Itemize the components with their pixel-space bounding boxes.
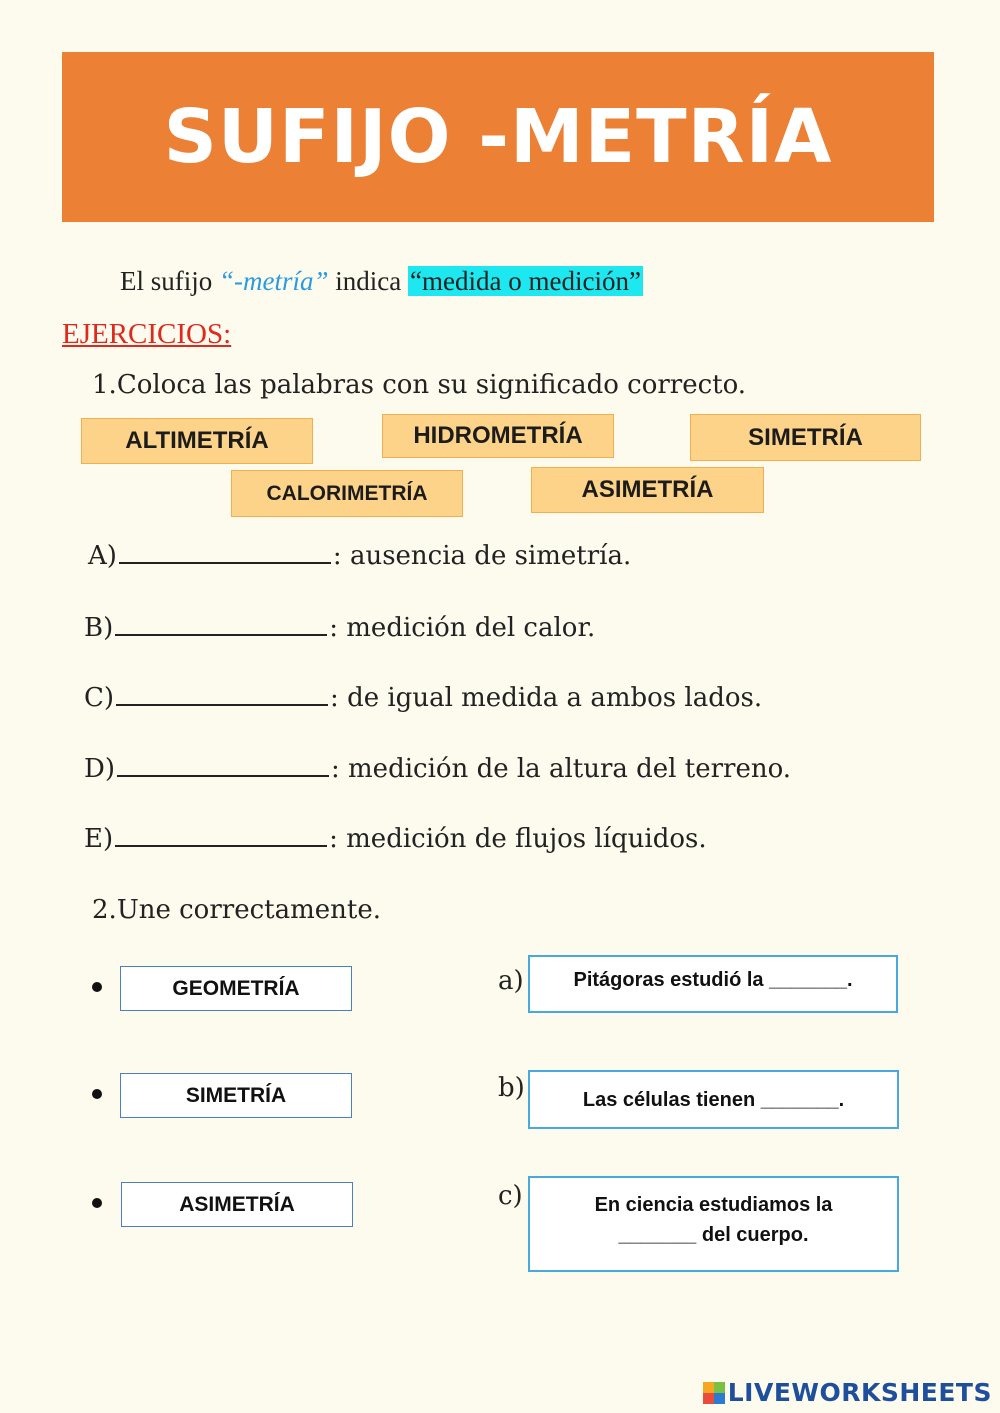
exercise2-title — [92, 895, 381, 925]
definition-text: : medición del calor. — [329, 613, 596, 643]
sentence-line: _______ del cuerpo. — [618, 1224, 809, 1246]
option-letter: c) — [498, 1181, 523, 1211]
match-sentence[interactable] — [528, 1176, 899, 1272]
match-sentence[interactable] — [528, 1070, 899, 1129]
intro-suffix: “-metría” — [219, 266, 329, 296]
word-chip[interactable]: ALTIMETRÍA — [81, 418, 313, 464]
match-term[interactable]: GEOMETRÍA — [120, 966, 352, 1011]
intro-mid: indica — [335, 266, 402, 296]
definition-row — [84, 612, 595, 643]
word-chip[interactable]: HIDROMETRÍA — [382, 414, 614, 458]
section-title: EJERCICIOS: — [62, 318, 232, 350]
answer-blank[interactable] — [116, 682, 328, 706]
match-term[interactable]: ASIMETRÍA — [121, 1182, 353, 1227]
definition-text: : medición de flujos líquidos. — [329, 824, 707, 854]
match-sentence[interactable] — [528, 955, 898, 1013]
definition-row — [84, 823, 707, 854]
title-banner — [62, 52, 934, 222]
liveworksheets-logo — [703, 1378, 992, 1407]
definition-letter: C) — [84, 683, 115, 713]
match-term[interactable]: SIMETRÍA — [120, 1073, 352, 1118]
definition-letter: E) — [84, 824, 114, 854]
sentence-line: En ciencia estudiamos la — [594, 1194, 833, 1216]
exercise2-text: Une correctamente. — [116, 895, 381, 925]
answer-blank[interactable] — [115, 823, 327, 847]
option-letter: b) — [498, 1073, 525, 1103]
sentence-line: Pitágoras estudió la _______. — [573, 969, 853, 991]
answer-blank[interactable] — [115, 612, 327, 636]
word-chip[interactable]: ASIMETRÍA — [531, 467, 764, 513]
definition-text: : ausencia de simetría. — [332, 541, 632, 571]
page-title: SUFIJO -METRÍA — [163, 94, 833, 180]
definition-letter: D) — [84, 754, 115, 784]
answer-blank[interactable] — [119, 540, 331, 564]
exercise1-text: Coloca las palabras con su significado correcto. — [116, 370, 747, 400]
intro-lead: El sufijo — [120, 266, 213, 296]
definition-row — [88, 540, 631, 571]
word-chip[interactable]: CALORIMETRÍA — [231, 470, 463, 517]
logo-text: LIVEWORKSHEETS — [727, 1378, 992, 1407]
sentence-line: Las células tienen _______. — [582, 1089, 845, 1111]
definition-row — [84, 753, 791, 784]
answer-blank[interactable] — [117, 753, 329, 777]
definition-letter: A) — [88, 541, 117, 571]
intro-sentence — [120, 266, 643, 297]
option-letter: a) — [498, 966, 524, 996]
liveworksheets-logo-icon — [703, 1382, 725, 1404]
bullet-icon — [92, 982, 102, 992]
bullet-icon — [92, 1089, 102, 1099]
exercise1-number: 1. — [92, 370, 117, 400]
exercise1-title — [92, 370, 746, 400]
definition-text: : de igual medida a ambos lados. — [330, 683, 763, 713]
definition-row — [84, 682, 762, 713]
bullet-icon — [92, 1198, 102, 1208]
definition-letter: B) — [84, 613, 114, 643]
word-chip[interactable]: SIMETRÍA — [690, 414, 921, 461]
exercise2-number: 2. — [92, 895, 117, 925]
definition-text: : medición de la altura del terreno. — [331, 754, 792, 784]
intro-highlight: “medida o medición” — [410, 266, 641, 296]
